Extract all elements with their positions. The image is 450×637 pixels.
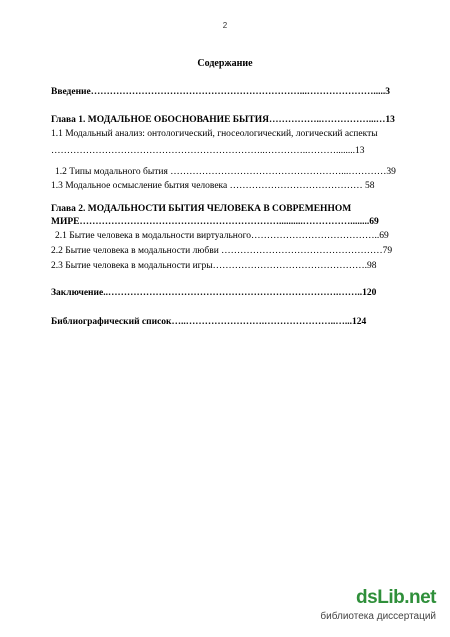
toc-title: Содержание — [197, 58, 253, 69]
toc-entry-1-3[interactable]: 1.3 Модальное осмысление бытия человека …………………………………… 58 — [51, 181, 375, 191]
toc-entry-chapter-1[interactable]: Глава 1. МОДАЛЬНОЕ ОБОСНОВАНИЕ БЫТИЯ……………..……………...…13 — [51, 115, 395, 125]
toc-entry-1-1-line-1[interactable]: 1.1 Модальный анализ: онтологический, гносеологический, логический аспекты — [51, 129, 378, 139]
toc-entry-2-1[interactable]: 2.1 Бытие человека в модальности виртуального…………………………………..69 — [55, 231, 389, 241]
toc-entry-chapter-2-line-2[interactable]: МИРЕ………………………………………………………..........……………........69 — [51, 217, 379, 227]
watermark-subtitle: библиотека диссертаций — [320, 611, 436, 622]
watermark-logo: dsLib.net — [356, 587, 436, 608]
toc-entry-1-2[interactable]: 1.2 Типы модального бытия ………………………………………………...…………39 — [55, 167, 396, 177]
page-number: 2 — [222, 21, 228, 30]
toc-entry-chapter-2-line-1[interactable]: Глава 2. МОДАЛЬНОСТИ БЫТИЯ ЧЕЛОВЕКА В СОВРЕМЕННОМ — [51, 204, 352, 214]
toc-entry-2-2[interactable]: 2.2 Бытие человека в модальности любви ……………………………………………79 — [51, 246, 393, 256]
toc-entry-intro[interactable]: Введение…………………………………………………………...………………….....3 — [51, 87, 390, 97]
toc-entry-conclusion[interactable]: Заключение..……………………………………………………………….……..120 — [51, 288, 377, 298]
toc-entry-bibliography[interactable]: Библиографический список…..…………………….…………………..…...124 — [51, 317, 367, 327]
toc-entry-2-3[interactable]: 2.3 Бытие человека в модальности игры………………………………………….98 — [51, 261, 377, 271]
watermark — [286, 587, 436, 627]
toc-entry-1-1-line-2[interactable]: …………………………………………………………..…………..………........13 — [51, 146, 365, 156]
